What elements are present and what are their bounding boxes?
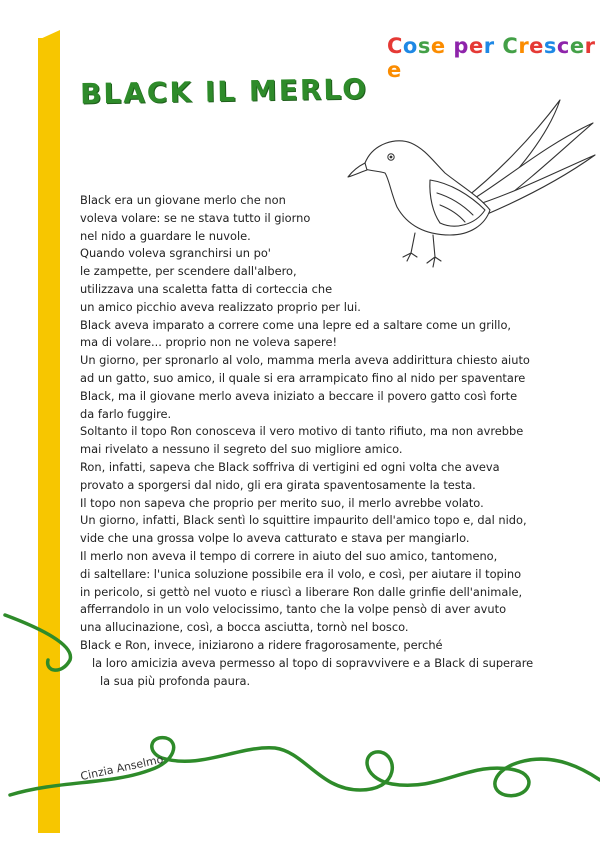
story-line: Ron, infatti, sapeva che Black soffriva di vertigini ed ogni volta che aveva <box>80 459 500 474</box>
story-line: afferrandolo in un volo velocissimo, tanto che la volpe pensò di aver avuto <box>80 602 507 617</box>
story-line: Black e Ron, invece, iniziarono a ridere fragorosamente, perché <box>80 637 443 652</box>
story-line: utilizzava una scaletta fatta di corteccia che <box>80 281 333 296</box>
story-line: mai rivelato a nessuno il segreto del suo migliore amico. <box>80 442 403 457</box>
story-line: Black era un giovane merlo che non <box>80 193 286 207</box>
story-line: ad un gatto, suo amico, il quale si era arrampicato fino al nido per spaventare <box>80 370 526 385</box>
story-line: provato a sporgersi dal nido, gli era girata spaventosamente la testa. <box>80 477 476 492</box>
story-line: Il topo non sapeva che proprio per merito suo, il merlo avrebbe volato. <box>80 495 484 510</box>
story-line: di saltellare: l'unica soluzione possibile era il volo, e così, per aiutare il topino <box>80 566 522 581</box>
story-line: Il merlo non aveva il tempo di correre in aiuto del suo amico, tantomeno, <box>80 548 498 563</box>
logo-letter <box>495 34 503 58</box>
logo-letter: e <box>387 58 402 82</box>
logo-letter: p <box>453 34 469 58</box>
logo-letter: e <box>468 34 484 58</box>
story-line: vide che una grossa volpe lo aveva catturato e stava per mangiarlo. <box>80 531 470 546</box>
decorative-swirl <box>0 600 600 848</box>
story-line: ma di volare... proprio non ne voleva sapere! <box>80 335 338 350</box>
logo-letter: e <box>569 34 585 58</box>
author-signature: Cinzia Anselmo <box>79 752 165 783</box>
story-line: Quando voleva sgranchirsi un po' <box>80 246 271 261</box>
logo-letter: e <box>430 34 446 58</box>
story-line: Black aveva imparato a correre come una lepre ed a saltare come un grillo, <box>80 317 512 332</box>
logo-letter: e <box>529 34 544 58</box>
logo-letter: c <box>556 34 570 58</box>
story-line: Soltanto il topo Ron conosceva il vero motivo di tanto rifiuto, ma non avrebbe <box>80 424 524 439</box>
logo-letter: r <box>483 34 495 58</box>
story-line: Black, ma il giovane merlo aveva iniziato a beccare il povero gatto così forte <box>80 388 518 403</box>
logo-letter: o <box>402 34 418 58</box>
logo-letter: s <box>417 34 431 58</box>
story-line: in pericolo, si gettò nel vuoto e riuscì a liberare Ron dalle grinfie dell'animale, <box>80 584 523 599</box>
story-line: una allucinazione, così, a bocca asciutta, tornò nel bosco. <box>80 620 409 635</box>
cose-per-crescere-logo[interactable] <box>387 34 600 82</box>
story-line: le zampette, per scendere dall'albero, <box>80 264 297 279</box>
story-line: un amico picchio aveva realizzato proprio per lui. <box>80 299 361 314</box>
logo-letter: C <box>387 34 403 58</box>
story-line: nel nido a guardare le nuvole. <box>80 228 251 243</box>
logo-letter: C <box>502 34 519 58</box>
yellow-band-fold <box>38 30 60 40</box>
story-line: la sua più profonda paura. <box>100 673 251 688</box>
logo-letter: r <box>518 34 530 58</box>
logo-letter <box>446 34 454 58</box>
page-title: BLACK IL MERLO <box>79 72 369 111</box>
story-line: la loro amicizia aveva permesso al topo di sopravvivere e a Black di superare <box>92 655 534 670</box>
story-line: Un giorno, per spronarlo al volo, mamma merla aveva addirittura chiesto aiuto <box>80 353 530 368</box>
logo-letter: s <box>543 34 557 58</box>
story-line: voleva volare: se ne stava tutto il giorno <box>80 210 311 225</box>
story-line: da farlo fuggire. <box>80 406 172 421</box>
logo-letter: r <box>584 34 596 58</box>
story-line: Un giorno, infatti, Black sentì lo squittire impaurito dell'amico topo e, dal nido, <box>80 513 527 528</box>
